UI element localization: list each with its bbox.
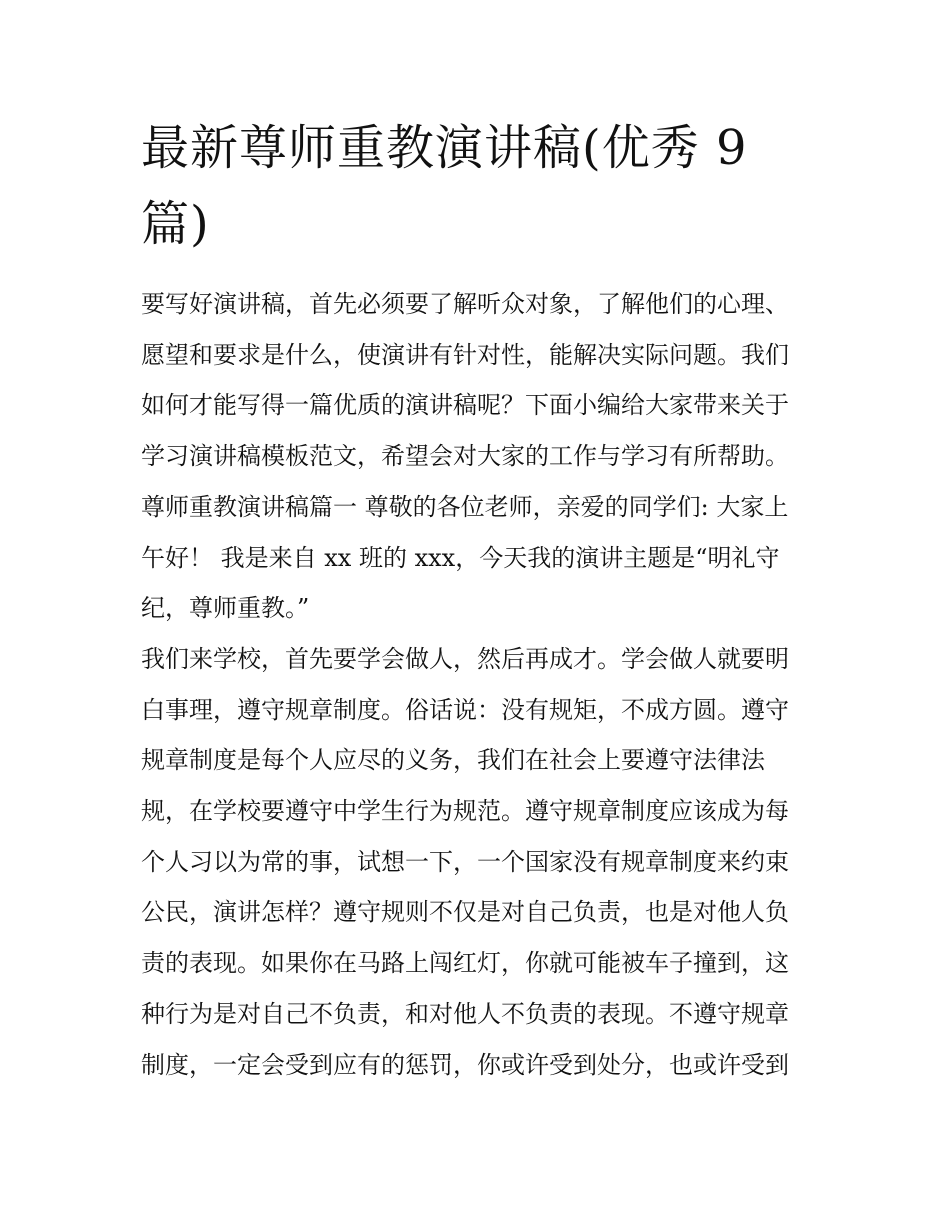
page-title	[141, 110, 781, 262]
text-line: 白事理，遵守规章制度。俗话说：没有规矩，不成方圆。遵守	[141, 695, 789, 724]
text-line: 个人习以为常的事，试想一下，一个国家没有规章制度来约束	[141, 847, 789, 876]
text-line: 规，在学校要遵守中学生行为规范。遵守规章制度应该成为每	[141, 797, 789, 826]
text-line: 我们来学校，首先要学会做人，然后再成才。学会做人就要明	[141, 644, 789, 673]
text-line: 制度，一定会受到应有的惩罚，你或许受到处分，也或许受到	[141, 1050, 789, 1079]
text-line: 要写好演讲稿，首先必须要了解听众对象，了解他们的心理、	[141, 290, 789, 318]
text-line: 学习演讲稿模板范文，希望会对大家的工作与学习有所帮助。	[141, 442, 789, 471]
text-line: 午好！ 我是来自 xx 班的 xxx，今天我的演讲主题是“明礼守	[141, 543, 780, 572]
title-line-1: 最新尊师重教演讲稿(优秀 9	[141, 120, 748, 176]
text-line: 种行为是对自己不负责，和对他人不负责的表现。不遵守规章	[141, 999, 789, 1028]
title-line-2: 篇)	[141, 196, 210, 252]
text-line: 尊师重教演讲稿篇一 尊敬的各位老师，亲爱的同学们: 大家上	[141, 492, 789, 521]
text-line: 规章制度是每个人应尽的义务，我们在社会上要遵守法律法	[141, 746, 765, 775]
text-line: 公民，演讲怎样？遵守规则不仅是对自己负责，也是对他人负	[141, 898, 789, 927]
text-line: 如何才能写得一篇优质的演讲稿呢？下面小编给大家带来关于	[141, 391, 789, 420]
text-line: 纪，尊师重教。”	[141, 594, 310, 623]
text-line: 愿望和要求是什么，使演讲有针对性，能解决实际问题。我们	[141, 340, 789, 369]
body-text	[141, 279, 816, 1090]
text-line: 责的表现。如果你在马路上闯红灯，你就可能被车子撞到，这	[141, 949, 789, 978]
